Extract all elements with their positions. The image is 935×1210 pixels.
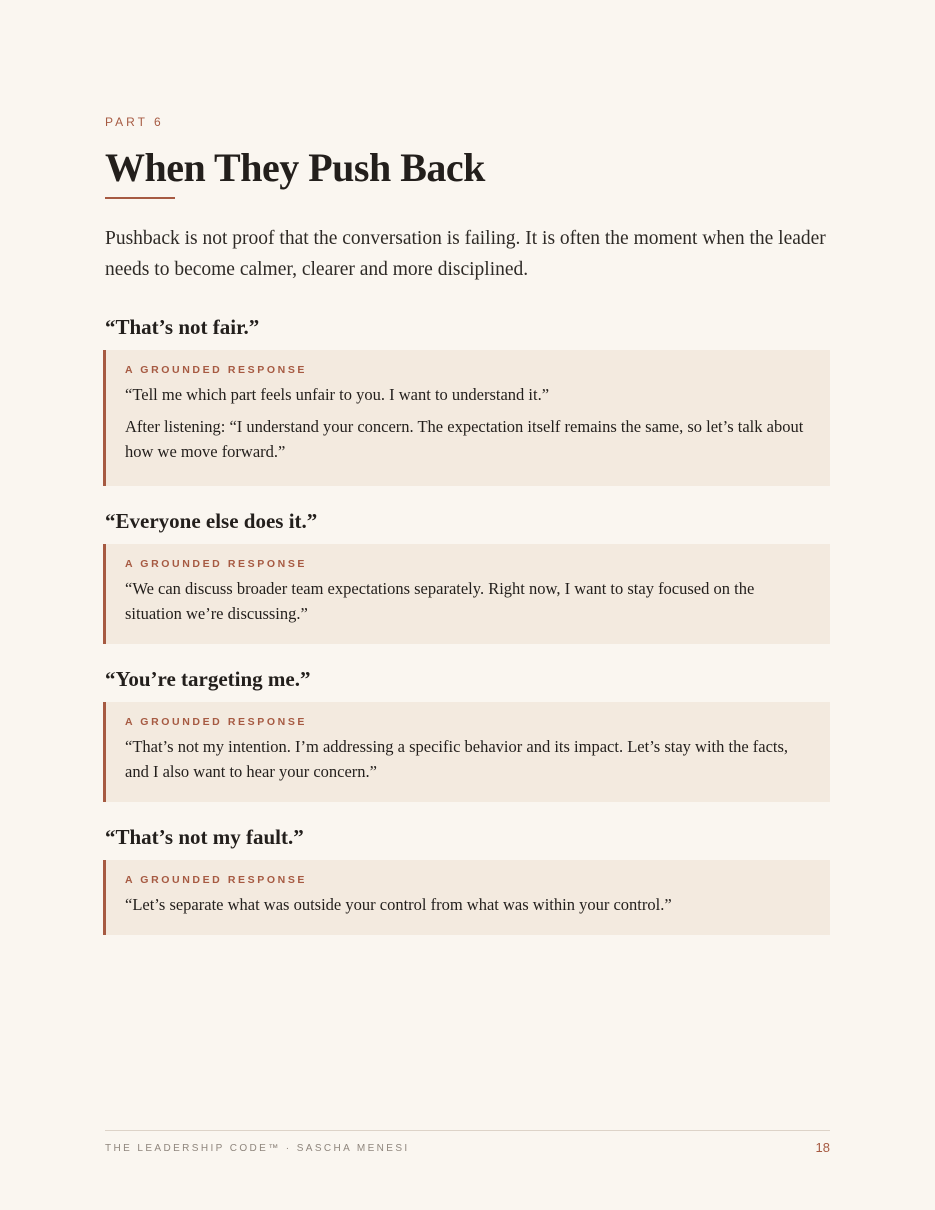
response-box (103, 860, 830, 935)
response-label: A GROUNDED RESPONSE (125, 716, 308, 728)
response-label: A GROUNDED RESPONSE (125, 874, 308, 886)
response-label: A GROUNDED RESPONSE (125, 364, 308, 376)
title-underline (105, 197, 175, 199)
response-text: “We can discuss broader team expectations separately. Right now, I want to stay focused on the situation we’re discussing.” (125, 579, 755, 623)
response-text: “Let’s separate what was outside your control from what was within your control.” (125, 895, 672, 914)
response-text: After listening: “I understand your concern. The expectation itself remains the same, so let’s talk about how we move forward.” (125, 417, 804, 461)
response-box (103, 544, 830, 644)
objection-heading: “That’s not fair.” (105, 315, 260, 339)
page-number: 18 (815, 1140, 830, 1155)
page-title: When They Push Back (105, 145, 485, 190)
footer-book-author: THE LEADERSHIP CODE™ · SASCHA MENESI (105, 1143, 410, 1154)
intro-paragraph: Pushback is not proof that the conversation is failing. It is often the moment when the leader needs to become calmer, clearer and more disciplined. (105, 228, 826, 280)
response-text: “Tell me which part feels unfair to you. I want to understand it.” (125, 385, 550, 404)
objection-heading: “Everyone else does it.” (105, 509, 318, 533)
objection-heading: “That’s not my fault.” (105, 825, 304, 849)
footer-divider (105, 1130, 830, 1131)
response-box (103, 702, 830, 802)
part-label: PART 6 (105, 115, 164, 129)
objection-heading: “You’re targeting me.” (105, 667, 311, 691)
response-label: A GROUNDED RESPONSE (125, 558, 308, 570)
response-box (103, 350, 830, 486)
response-text: “That’s not my intention. I’m addressing a specific behavior and its impact. Let’s stay with the facts, and I also want to hear your concern.” (125, 737, 789, 781)
